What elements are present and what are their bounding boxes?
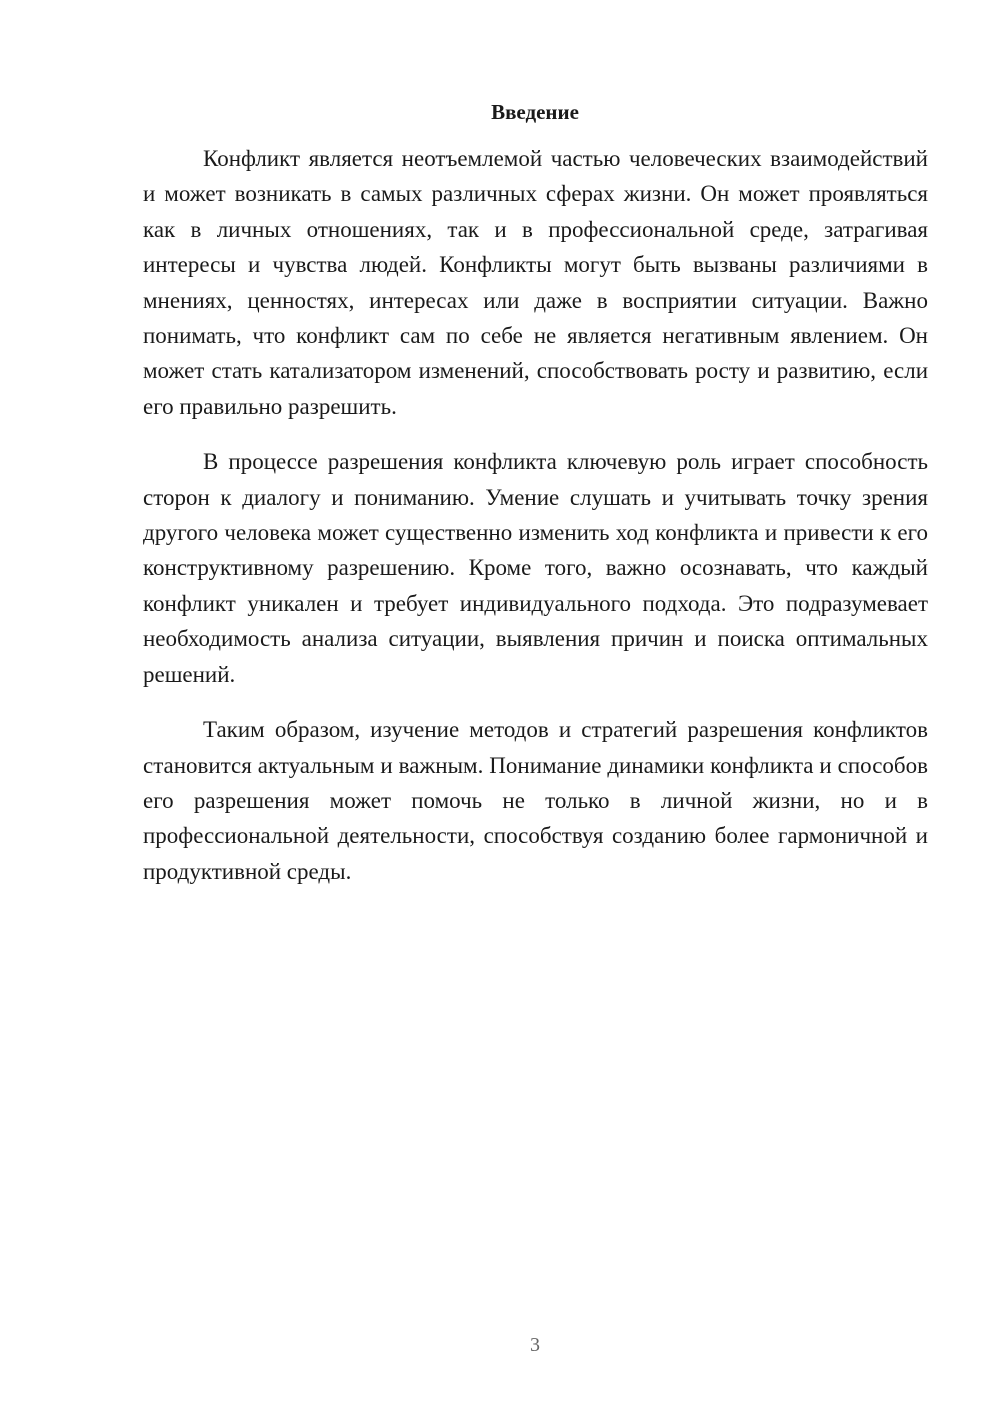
section-title: Введение: [491, 100, 579, 124]
page-number: 3: [530, 1334, 540, 1356]
paragraph-1: Конфликт является неотъемлемой частью человеческих взаимодействий и может возникать в самых различных сферах жизни. Он может проявляться как в личных отношениях, так и в профессиональной среде, затрагивая интересы и чувства людей. Конфликты могут быть вызваны различиями в мнениях, ценностях, интересах или даже в восприятии ситуации. Важно понимать, что конфликт сам по себе не является негативным явлением. Он может стать катализатором изменений, способствовать росту и развитию, если его правильно разрешить.: [143, 146, 928, 419]
paragraph-3: Таким образом, изучение методов и стратегий разрешения конфликтов становится актуальным и важным. Понимание динамики конфликта и способов его разрешения может помочь не только в личной жизни, но и в профессиональной деятельности, способствуя созданию более гармоничной и продуктивной среды.: [143, 717, 928, 884]
paragraph-2: В процессе разрешения конфликта ключевую роль играет способность сторон к диалогу и пониманию. Умение слушать и учитывать точку зрения другого человека может существенно изменить ход конфликта и привести к его конструктивному разрешению. Кроме того, важно осознавать, что каждый конфликт уникален и требует индивидуального подхода. Это подразумевает необходимость анализа ситуации, выявления причин и поиска оптимальных решений.: [143, 449, 928, 687]
body-text: [143, 141, 928, 909]
